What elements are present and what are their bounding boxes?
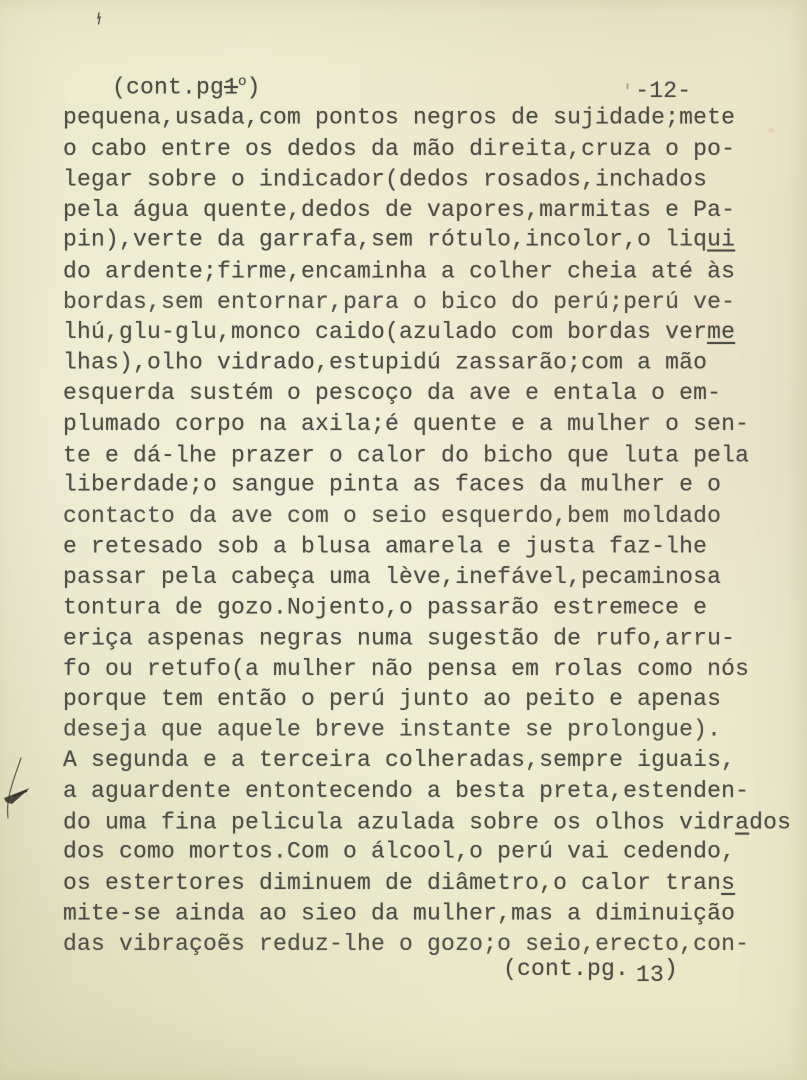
typewritten-text-block <box>63 103 803 960</box>
text-segment: porque tem então o perú junto ao peito e apenas <box>63 686 722 713</box>
text-segment: eriça aspenas negras numa sugestão de rufo,arru- <box>63 625 736 652</box>
text-line <box>63 501 803 532</box>
text-segment: o cabo entre os dedos da mão direita,cruza o po- <box>63 135 736 162</box>
ink-speck-icon <box>94 12 104 26</box>
text-line <box>63 287 803 318</box>
page-number-text: -12- <box>635 78 692 104</box>
text-segment: legar sobre o indicador(dedos rosados,inchados <box>63 166 708 193</box>
text-line <box>63 868 803 899</box>
text-segment: pin),verte da garrafa,sem rótulo,incolor,o liq <box>63 226 708 253</box>
text-line <box>63 470 803 501</box>
page-number <box>622 78 691 104</box>
text-segment: deseja que aquele breve instante se prolongue). <box>63 716 722 743</box>
text-line <box>63 103 803 134</box>
text-line <box>63 409 803 440</box>
text-line <box>63 195 803 226</box>
text-segment: esquerda sustém o pescoço da ave e entala o em- <box>63 380 722 407</box>
text-segment: liberdade;o sangue pinta as faces da mulher e o <box>63 471 722 498</box>
text-line <box>63 654 803 685</box>
text-line <box>63 592 803 623</box>
text-line <box>63 165 803 196</box>
text-line <box>63 532 803 563</box>
text-line <box>63 257 803 288</box>
continuation-footer-pre: (cont.pg. <box>503 956 630 982</box>
text-line <box>63 347 803 378</box>
text-line <box>63 807 803 838</box>
text-segment: do ardente;firme,encaminha a colher cheia até às <box>63 258 736 285</box>
text-segment: te e dá-lhe prazer o calor do bicho que luta pela <box>63 442 750 469</box>
text-line <box>63 317 803 348</box>
underlined-text-segment: s <box>721 869 736 896</box>
text-line <box>63 714 803 745</box>
text-line <box>63 899 803 930</box>
text-line <box>63 378 803 409</box>
text-segment: a aguardente entontecendo a besta preta,estenden- <box>63 778 750 805</box>
text-segment: pequena,usada,com pontos negros de sujidade;mete <box>63 104 736 131</box>
text-line <box>63 684 803 715</box>
continuation-header-close: ) <box>246 74 261 101</box>
text-segment: lhú,glu-glu,monco caido(azulado com bordas ver <box>63 319 708 346</box>
text-line <box>63 134 803 165</box>
text-line <box>63 624 803 655</box>
continuation-footer-close: ) <box>664 956 679 982</box>
text-segment: bordas,sem entornar,para o bico do perú;perú ve- <box>63 288 736 315</box>
text-line <box>63 225 803 256</box>
continuation-header-sup: o <box>238 74 247 90</box>
text-segment: tontura de gozo.Nojento,o passarão estremece e <box>63 594 708 620</box>
text-line <box>63 745 803 776</box>
continuation-header <box>112 74 261 101</box>
continuation-footer <box>503 956 679 988</box>
page-number-tick: ' <box>622 82 634 103</box>
underlined-text-segment: a <box>735 809 750 836</box>
margin-pen-mark-icon <box>0 752 42 824</box>
text-segment: das vibraçoẽs reduz-lhe o gozo;o seio,erecto,con- <box>63 931 750 958</box>
text-segment: lhas),olho vidrado,estupidú zassarão;com a mão <box>63 349 708 376</box>
text-line <box>63 562 803 593</box>
text-segment: A segunda e a terceira colheradas,sempre iguais, <box>63 747 736 774</box>
text-segment: fo ou retufo(a mulher não pensa em rolas como nós <box>63 655 750 682</box>
text-segment: do uma fina pelicula azulada sobre os olhos vidr <box>63 809 736 836</box>
underlined-text-segment: ui <box>707 226 736 253</box>
text-segment: dos como mortos.Com o álcool,o perú vai cedendo, <box>63 838 736 865</box>
continuation-header-pre: (cont.pg <box>112 74 225 101</box>
continuation-footer-num: 13 <box>636 962 665 988</box>
text-segment: contacto da ave com o seio esquerdo,bem moldado <box>63 502 722 529</box>
text-segment: pela água quente,dedos de vapores,marmitas e Pa- <box>63 196 736 223</box>
text-line <box>63 929 803 960</box>
continuation-header-num: 1 <box>224 74 239 101</box>
text-segment: e retesado sob a blusa amarela e justa faz-lhe <box>63 533 708 560</box>
text-line <box>63 440 803 471</box>
text-segment: mite-se ainda ao sieo da mulher,mas a diminuição <box>63 901 736 928</box>
text-segment: dos <box>749 809 792 836</box>
text-segment: plumado corpo na axila;é quente e a mulher o sen- <box>63 410 750 437</box>
underlined-text-segment: me <box>707 319 736 346</box>
text-segment: os estertores diminuem de diâmetro,o calor tran <box>63 869 722 896</box>
text-segment: passar pela cabeça uma lève,inefável,pecaminosa <box>63 563 722 590</box>
text-line <box>63 837 803 868</box>
text-line <box>63 776 803 807</box>
